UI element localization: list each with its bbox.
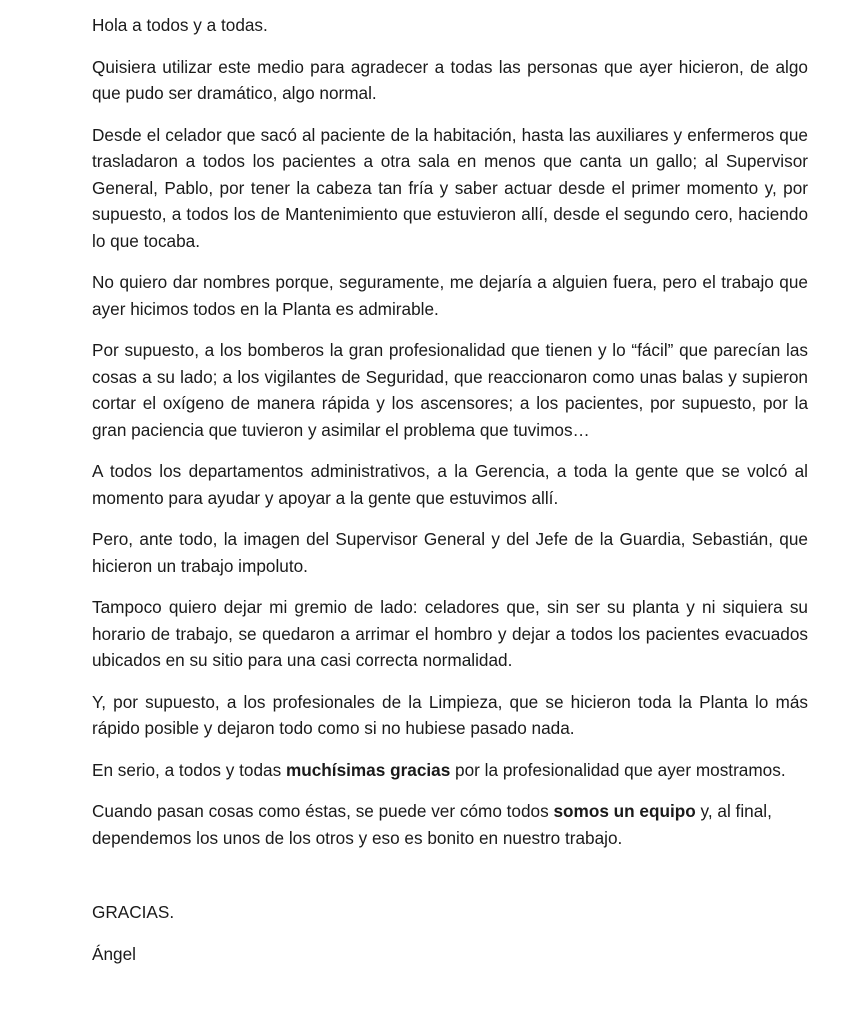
paragraph-1: Quisiera utilizar este medio para agradecer a todas las personas que ayer hicieron, de algo que pudo ser dramático, algo normal. [92,56,808,103]
paragraph-10-text-end: y, al final, dependemos los unos de los otros y eso es bonito en nuestro trabajo. [92,801,772,848]
paragraph-5: A todos los departamentos administrativos, a la Gerencia, a toda la gente que se volcó al momento para ayudar y apoyar a la gente que estuvimos allí. [92,461,808,508]
paragraph-9 [92,757,808,784]
greeting: Hola a todos y a todas. [92,15,268,35]
paragraph-4: Por supuesto, a los bomberos la gran profesionalidad que tienen y lo “fácil” que parecían las cosas a su lado; a los vigilantes de Seguridad, que reaccionaron como unas balas y supieron cortar el oxígeno de manera rápida y los ascensores; a los pacientes, por supuesto, por la gran paciencia que tuvieron y asimilar el problema que tuvimos… [92,340,808,440]
paragraph-9-bold-thanks: muchísimas gracias [285,759,451,780]
paragraph-8: Y, por supuesto, a los profesionales de la Limpieza, que se hicieron toda la Planta lo más rápido posible y dejaron todo como si no hubiese pasado nada. [92,691,808,738]
paragraph-10 [92,798,808,851]
signature: Ángel [92,943,136,964]
paragraph-7: Tampoco quiero dejar mi gremio de lado: celadores que, sin ser su planta y ni siquiera su horario de trabajo, se quedaron a arrimar el hombro y dejar a todos los pacientes evacuados ubicados en su sitio para una casi correcta normalidad. [92,597,808,670]
paragraph-10-bold-team: somos un equipo [553,801,696,821]
letter-body [92,12,808,982]
paragraph-9-text-end: por la profesionalidad que ayer mostramos. [450,759,786,780]
paragraph-2: Desde el celador que sacó al paciente de la habitación, hasta las auxiliares y enfermeros que trasladaron a todos los pacientes a otra sala en menos que canta un gallo; al Supervisor General, Pablo, por tener la cabeza tan fría y saber actuar desde el primer momento y, por supuesto, a todos los de Mantenimiento que estuvieron allí, desde el segundo cero, haciendo lo que tocaba. [92,124,808,251]
paragraph-10-text-start: Cuando pasan cosas como éstas, se puede ver cómo todos [92,801,554,821]
paragraph-6: Pero, ante todo, la imagen del Supervisor General y del Jefe de la Guardia, Sebastián, que hicieron un trabajo impoluto. [92,529,808,576]
paragraph-9-text-start: En serio, a todos y todas [92,759,286,780]
paragraph-3: No quiero dar nombres porque, seguramente, me dejaría a alguien fuera, pero el trabajo que ayer hicimos todos en la Planta es admirable. [92,272,808,319]
closing-thanks: GRACIAS. [92,902,175,922]
